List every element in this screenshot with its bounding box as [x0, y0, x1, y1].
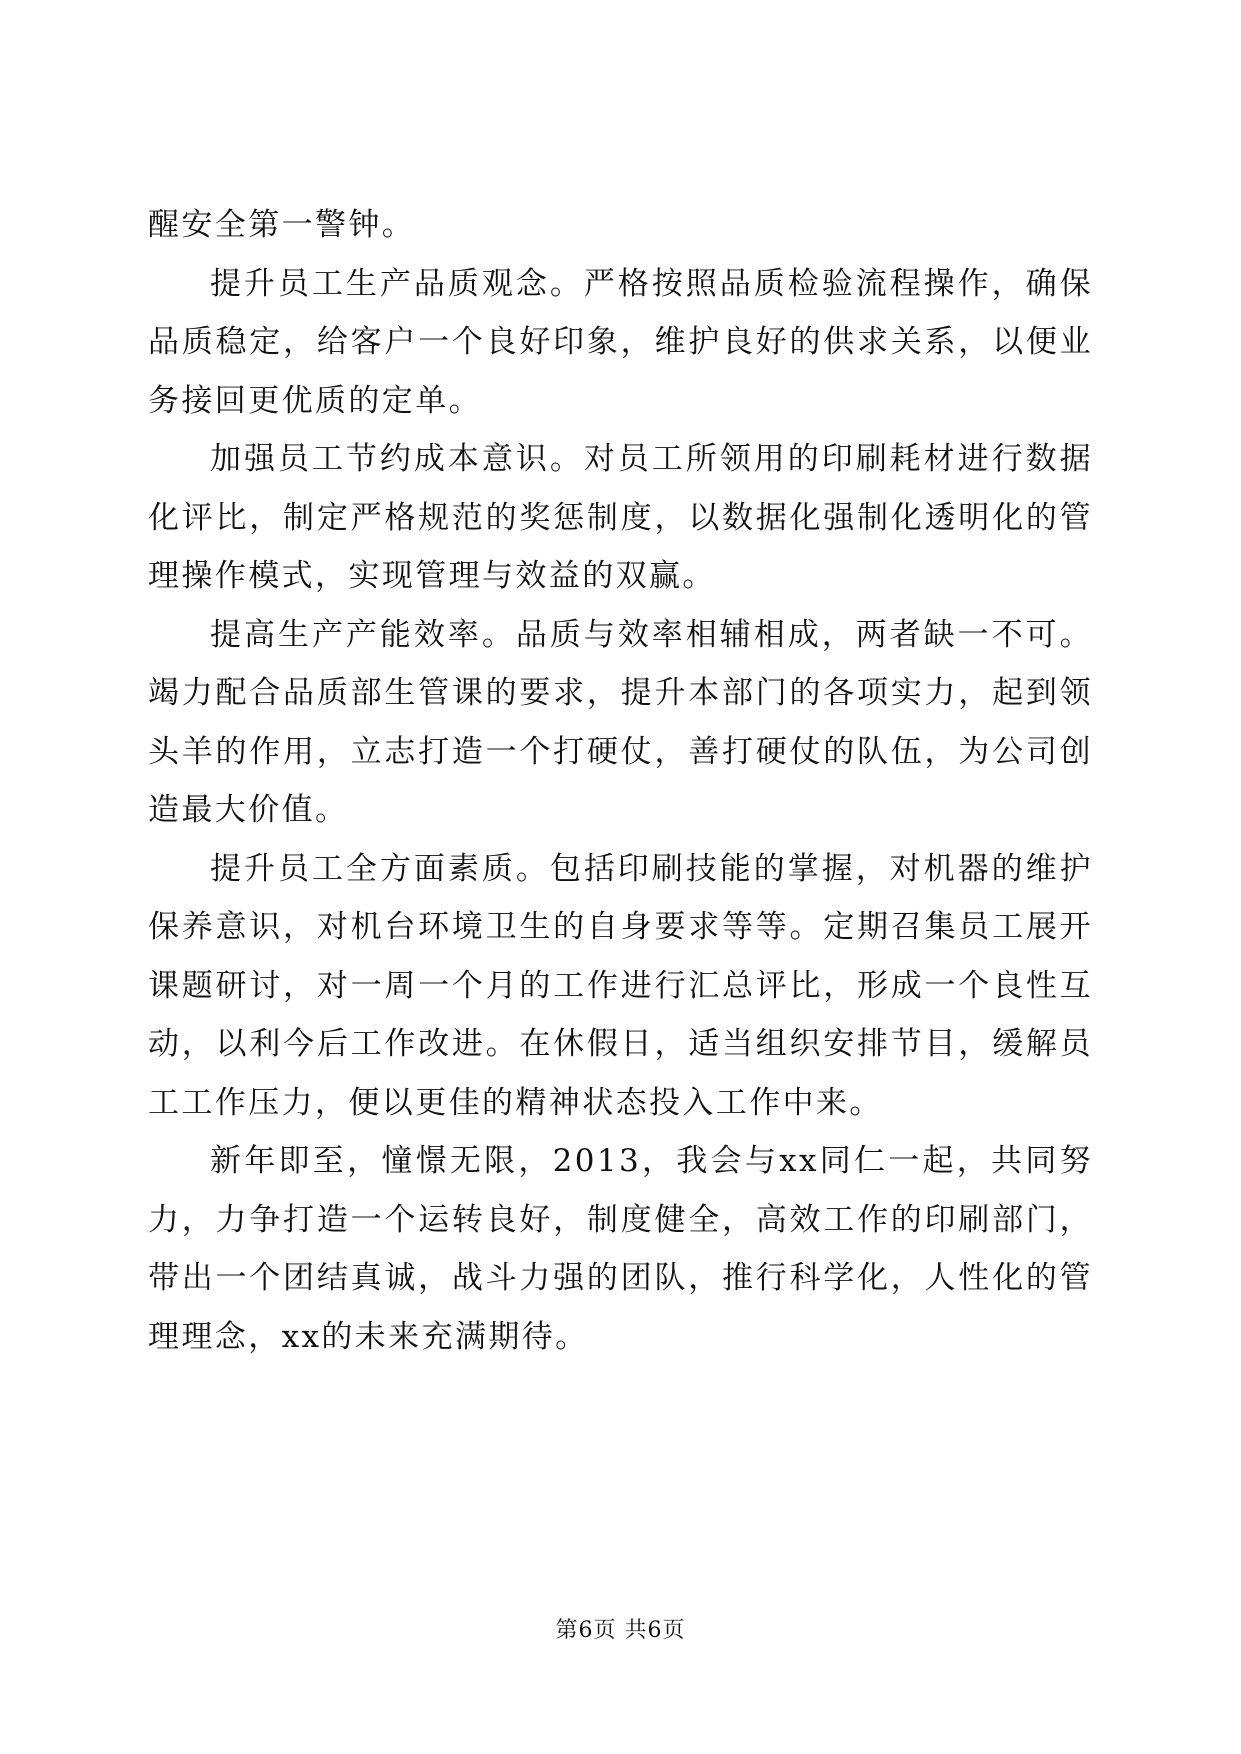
paragraph-continuation: 醒安全第一警钟。 — [148, 207, 416, 243]
paragraph-quality-of-staff: 提升员工全方面素质。包括印刷技能的掌握，对机器的维护保养意识，对机台环境卫生的自身要求等等。定期召集员工展开课题研讨，对一周一个月的工作进行汇总评比，形成一个良性互动，以利今后工作改进。在休假日，适当组织安排节目，缓解员工工作压力，便以更佳的精神状态投入工作中来。 — [148, 850, 1093, 1121]
paragraph-quality: 提升员工生产品质观念。严格按照品质检验流程操作，确保品质稳定，给客户一个良好印象，维护良好的供求关系，以便业务接回更优质的定单。 — [148, 265, 1093, 419]
paragraph-efficiency: 提高生产产能效率。品质与效率相辅相成，两者缺一不可。竭力配合品质部生管课的要求，提升本部门的各项实力，起到领头羊的作用，立志打造一个打硬仗，善打硬仗的队伍，为公司创造最大价值。 — [148, 616, 1093, 828]
paragraph-new-year: 新年即至，憧憬无限，2013，我会与xx同仁一起，共同努力，力争打造一个运转良好，制度健全，高效工作的印刷部门，带出一个团结真诚，战斗力强的团队，推行科学化，人性化的管理理念，xx的未来充满期待。 — [148, 1143, 1093, 1355]
page-footer: 第6页 共6页 — [555, 1618, 686, 1643]
paragraph-cost: 加强员工节约成本意识。对员工所领用的印刷耗材进行数据化评比，制定严格规范的奖惩制度，以数据化强制化透明化的管理操作模式，实现管理与效益的双赢。 — [148, 441, 1093, 594]
document-body — [148, 196, 1093, 1366]
